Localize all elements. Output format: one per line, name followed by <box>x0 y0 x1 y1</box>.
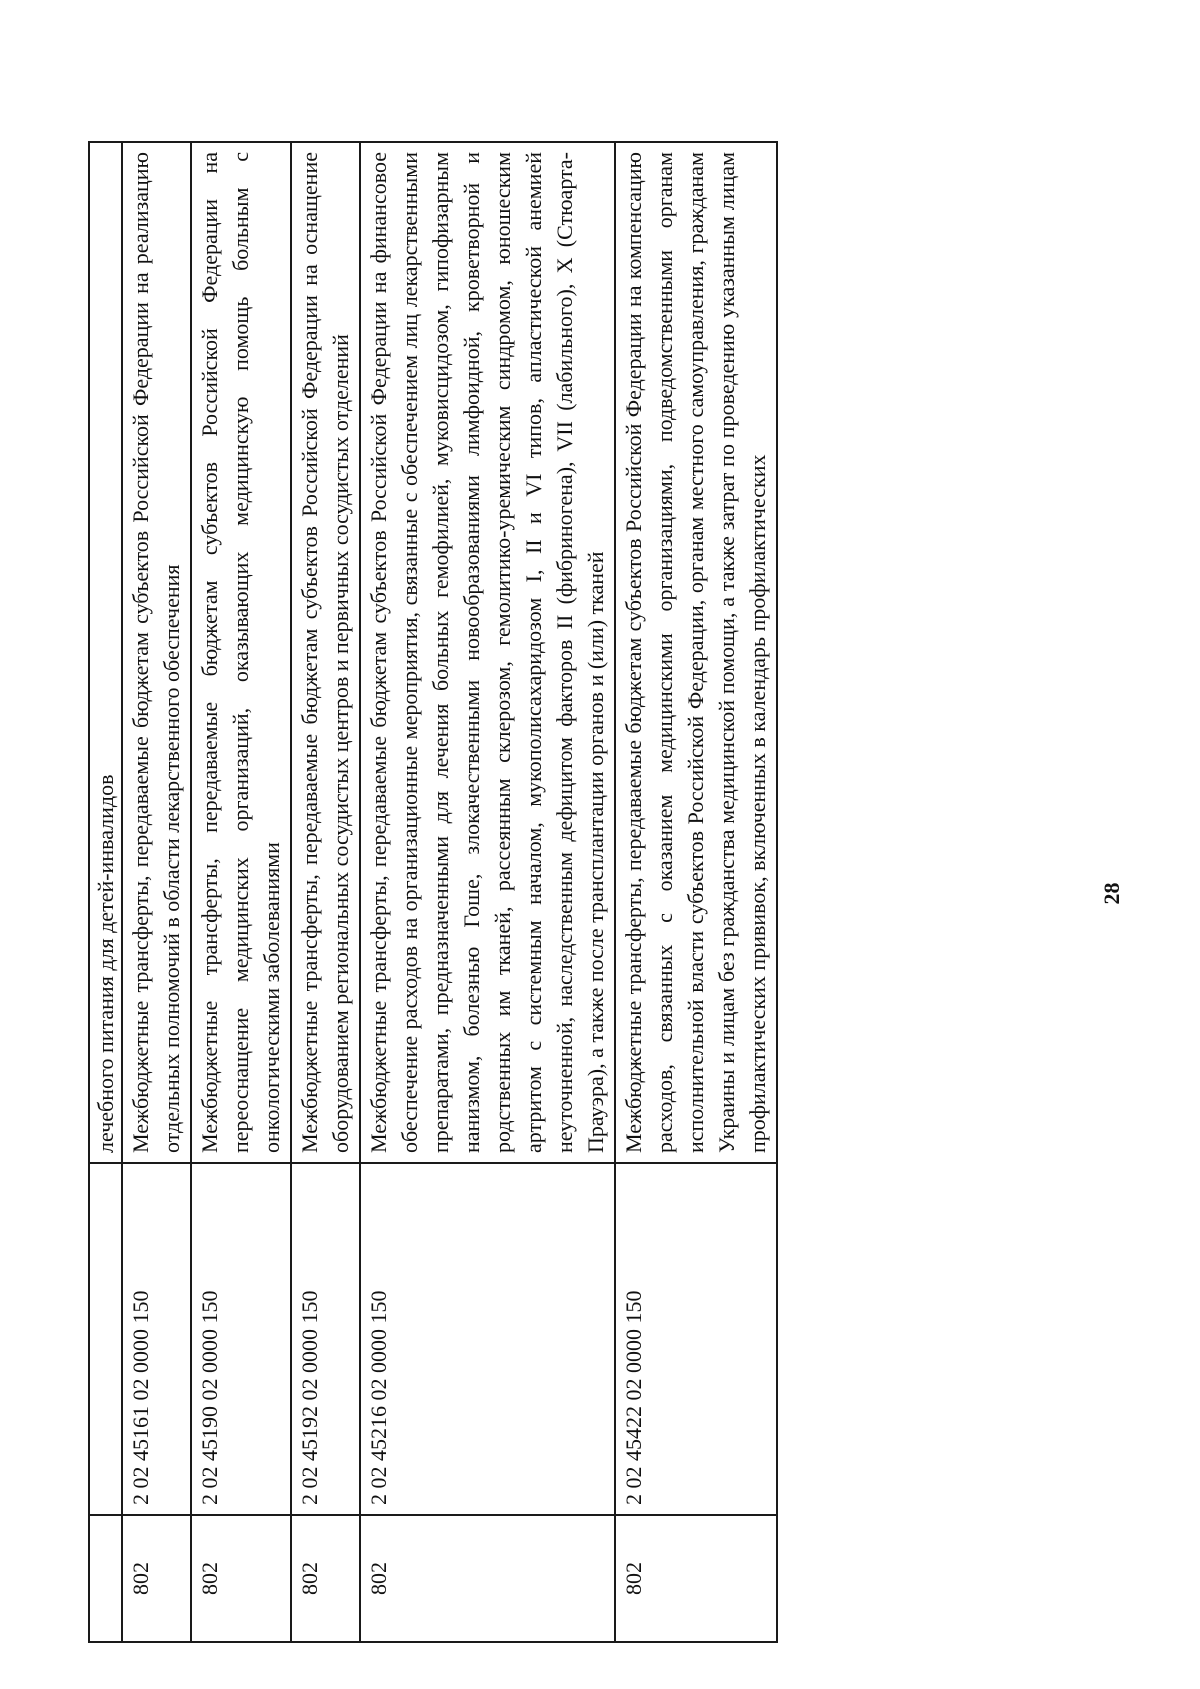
admin-code-cell: 802 <box>191 1515 291 1642</box>
revenue-name-cell: Межбюджетные трансферты, передаваемые бюджетам субъектов Российской Федерации на финансовое обеспечение расходов на организационные мероприятия, связанные с обеспечением лиц лекарственными препаратами, предназначенными для лечения больных гемофилией, муковисцидозом, гипофизарным нанизмом, болезнью Гоше, злокачественными новообразованиями лимфоидной, кроветворной и родственных им тканей, рассеянным склерозом, гемолитико-уремическим синдромом, юношеским артритом с системным началом, мукополисахаридозом I, II и VI типов, апластической анемией неуточненной, наследственным дефицитом факторов II (фибриногена), VII (лабильного), X (Стюарта-Прауэра), а также после трансплантации органов и (или) тканей <box>360 142 615 1163</box>
budget-codes-table <box>88 141 778 1643</box>
admin-code-cell: 802 <box>122 1515 191 1642</box>
revenue-name-cell: Межбюджетные трансферты, передаваемые бюджетам субъектов Российской Федерации на реализацию отдельных полномочий в области лекарственного обеспечения <box>122 142 191 1163</box>
budget-code-cell: 2 02 45422 02 0000 150 <box>615 1163 777 1515</box>
table-row <box>615 142 777 1642</box>
revenue-name-cell: Межбюджетные трансферты, передаваемые бюджетам субъектов Российской Федерации на переоснащение медицинских организаций, оказывающих медицинскую помощь больным с онкологическими заболеваниями <box>191 142 291 1163</box>
budget-code-cell: 2 02 45161 02 0000 150 <box>122 1163 191 1515</box>
table-row <box>122 142 191 1642</box>
table-row-continuation <box>89 142 122 1642</box>
revenue-name-cell: Межбюджетные трансферты, передаваемые бюджетам субъектов Российской Федерации на оснащение оборудованием региональных сосудистых центров и первичных сосудистых отделений <box>291 142 360 1163</box>
table-row <box>360 142 615 1642</box>
rotated-page <box>0 98 1200 1689</box>
page-number: 28 <box>1099 882 1124 905</box>
budget-code-cell: 2 02 45192 02 0000 150 <box>291 1163 360 1515</box>
table-row <box>291 142 360 1642</box>
admin-code-cell: 802 <box>615 1515 777 1642</box>
budget-code-cell: 2 02 45190 02 0000 150 <box>191 1163 291 1515</box>
table-row <box>191 142 291 1642</box>
revenue-name-cell: Межбюджетные трансферты, передаваемые бюджетам субъектов Российской Федерации на компенсацию расходов, связанных с оказанием медицинскими организациями, подведомственными органам исполнительной власти субъектов Российской Федерации, органам местного самоуправления, гражданам Украины и лицам без гражданства медицинской помощи, а также затрат по проведению указанным лицам профилактических прививок, включенных в календарь профилактических <box>615 142 777 1163</box>
admin-code-cell: 802 <box>291 1515 360 1642</box>
budget-code-cell <box>89 1163 122 1515</box>
revenue-name-cell: лечебного питания для детей-инвалидов <box>89 142 122 1163</box>
admin-code-cell: 802 <box>360 1515 615 1642</box>
admin-code-cell <box>89 1515 122 1642</box>
budget-code-cell: 2 02 45216 02 0000 150 <box>360 1163 615 1515</box>
